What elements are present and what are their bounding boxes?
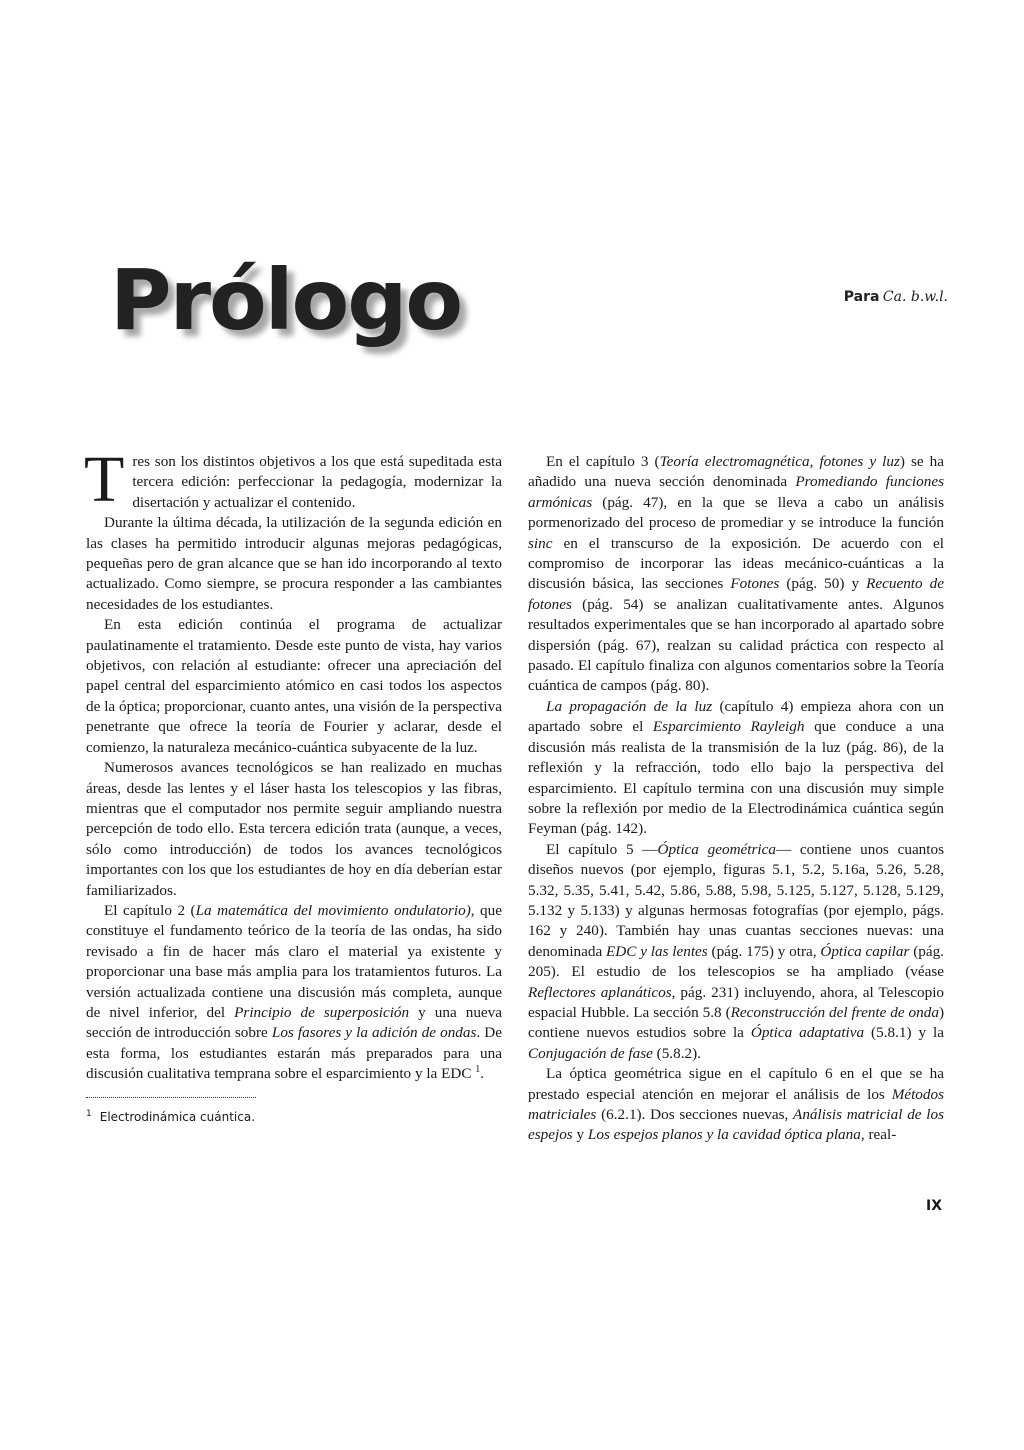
paragraph-9	[528, 1064, 944, 1146]
italic-span: EDC y las lentes	[606, 942, 708, 960]
italic-span: sinc	[528, 534, 553, 552]
italic-span: Los fasores y la adición de ondas	[271, 1024, 477, 1042]
drop-cap: T	[84, 443, 125, 516]
text-span: El capítulo 5 —	[546, 840, 658, 858]
text-span: que conduce a una discusión más realista de la transmisión de la luz (pág. 86), de la reflexión y la refracción, todo ello bajo la perspectiva del esparcimiento. El capítulo termina con una discusión muy simple sobre la reflexión por medio de la Electrodinámica cuántica según Feyman (pág. 142).	[528, 718, 945, 838]
dedication-name: Ca. b.w.l.	[882, 289, 948, 305]
text-span: y	[572, 1126, 588, 1144]
text-span: y una nueva sección de introducción sobre	[86, 1003, 502, 1042]
italic-span: Esparcimiento Rayleigh	[652, 718, 805, 736]
italic-span: La matemática del movimiento ondulatorio)	[195, 901, 471, 919]
footnote-ref: 1	[475, 1064, 481, 1076]
paragraph-4: Numerosos avances tecnológicos se han realizado en muchas áreas, desde las lentes y el láser hasta los telescopios y las fibras, mientras que el computador nos permite seguir ampliando nuestra percepción de todo ello. Esta tercera edición trata (aunque, a veces, sólo como introducción) de todos los avances tecnológicos importantes con los que los estudiantes de hoy en día deberían estar familiarizados.	[86, 759, 502, 899]
text-span: La óptica geométrica sigue en el capítulo 6 en el que se ha prestado especial atención en mejorar el análisis de los	[528, 1065, 944, 1103]
chapter-title: Prólogo	[110, 251, 462, 349]
text-span: (pág. 50) y	[779, 575, 867, 593]
footnote-text: Electrodinámica cuántica.	[99, 1109, 256, 1124]
footnote	[86, 1104, 502, 1127]
paragraph-3: En esta edición continúa el programa de actualizar paulatinamente el tratamiento. Desde este punto de vista, hay varios objetivos, con relación al estudiante: ofrecer una apreciación del papel central del esparcimiento atómico en casi todos los aspectos de la óptica; proporcionar, cuanto antes, una visión de la perspectiva penetrante que ofrece la teoría de Fourier y aclarar, desde el comienzo, la naturaleza mecánico-cuántica subyacente de la luz.	[86, 616, 502, 756]
paragraph-1-text: res son los distintos objetivos a los que está supeditada esta tercera edición: perfeccionar la pedagogía, modernizar la disertación y actualizar el contenido.	[132, 453, 502, 511]
text-span: . De esta forma, los estudiantes estarán más preparados para una discusión cualitativa temprana sobre el esparcimiento y la EDC	[86, 1024, 502, 1083]
italic-span: Recuento de fotones	[528, 575, 945, 613]
text-span: (pág. 205). El estudio de los telescopios se ha ampliado (véase	[528, 942, 944, 981]
text-span: (pág. 175) y otra,	[707, 942, 821, 960]
text-span: (pág. 47), en la que se lleva a cabo un análisis pormenorizado del proceso de promediar y se introduce la función	[528, 493, 944, 532]
italic-span: Métodos matriciales	[528, 1085, 944, 1123]
dedication-prefix: Para	[843, 289, 880, 305]
footnote-number: 1	[86, 1108, 92, 1119]
footnote-separator	[86, 1097, 256, 1098]
text-span: , que constituye el fundamento teórico de la teoría de las ondas, ha sido revisado a fin de hacer más claro el material ya existente y proporcionar una base más amplia para los tratamientos futuros. La versión actualizada contiene una discusión más completa, aunque de nivel inferior, del	[86, 901, 502, 1021]
italic-span: Promediando funciones armónicas	[528, 473, 944, 511]
italic-span: Óptica capilar	[820, 942, 910, 960]
paragraph-7	[528, 697, 944, 840]
text-span: En el capítulo 3 (	[546, 453, 660, 470]
text-span: ) contiene nuevos estudios sobre la	[528, 1003, 944, 1042]
right-column	[528, 452, 944, 1146]
italic-span: Reconstrucción del frente de onda	[730, 1003, 939, 1021]
text-span: .	[480, 1065, 485, 1083]
text-span: , pág. 231) incluyendo, ahora, al Telescopio espacial Hubble. La sección 5.8 (	[528, 983, 945, 1021]
text-span: (5.8.1) y la	[864, 1024, 944, 1042]
italic-span: Conjugación de fase	[528, 1044, 653, 1062]
text-span: (6.2.1). Dos secciones nuevas,	[596, 1106, 794, 1123]
italic-span: Análisis matricial de los espejos	[528, 1106, 945, 1144]
left-column	[84, 443, 502, 1127]
italic-span: Óptica adaptativa	[750, 1024, 865, 1042]
paragraph-1	[84, 443, 502, 516]
italic-span: Fotones	[730, 575, 780, 593]
italic-span: La propagación de la luz	[546, 697, 713, 715]
italic-span: Teoría electromagnética, fotones y luz	[659, 453, 900, 470]
dedication	[844, 289, 948, 306]
italic-span: Reflectores aplanáticos	[528, 983, 672, 1001]
text-span: , real-	[860, 1126, 897, 1144]
text-span: ) se ha añadido una nueva sección denominada	[528, 453, 945, 491]
paragraph-6	[528, 452, 944, 697]
text-span: (capítulo 4) empieza ahora con un apartado sobre el	[528, 697, 944, 736]
italic-span: Los espejos planos y la cavidad óptica plana	[587, 1126, 861, 1144]
paragraph-2: Durante la última década, la utilización de la segunda edición en las clases ha permitido introducir algunas mejoras pedagógicas, pequeñas pero de gran alcance que se han ido incorporando al texto actualizado. Como siempre, se procura responder a las cambiantes necesidades de los estudiantes.	[86, 514, 502, 613]
text-span: El capítulo 2 (	[104, 901, 196, 919]
text-span: (pág. 54) se analizan cualitativamente antes. Algunos resultados experimentales que se han incorporado al apartado sobre dispersión (pág. 67), realzan su calidad práctica con respecto al pasado. El capítulo finaliza con algunos comentarios sobre la Teoría cuántica de campos (pág. 80).	[528, 595, 944, 695]
text-span: en el transcurso de la exposición. De acuerdo con el compromiso de incorporar las ideas mecánico-cuánticas a la discusión básica, las secciones	[528, 534, 944, 593]
paragraph-8	[528, 840, 944, 1064]
paragraph-5	[86, 901, 502, 1085]
text-span: (5.8.2).	[652, 1044, 701, 1062]
italic-span: Principio de superposición	[234, 1003, 410, 1021]
page-number: IX	[925, 1198, 942, 1214]
text-span: — contiene unos cuantos diseños nuevos (por ejemplo, figuras 5.1, 5.2, 5.16a, 5.26, 5.28, 5.32, 5.35, 5.41, 5.42, 5.86, 5.88, 5.98, 5.125, 5.127, 5.128, 5.129, 5.132 y 5.133) y algunas hermosas fotografías (por ejemplo, págs. 162 y 240). También hay unas cuantas secciones nuevas: una denominada	[528, 840, 945, 960]
italic-span: Óptica geométrica	[657, 840, 776, 858]
